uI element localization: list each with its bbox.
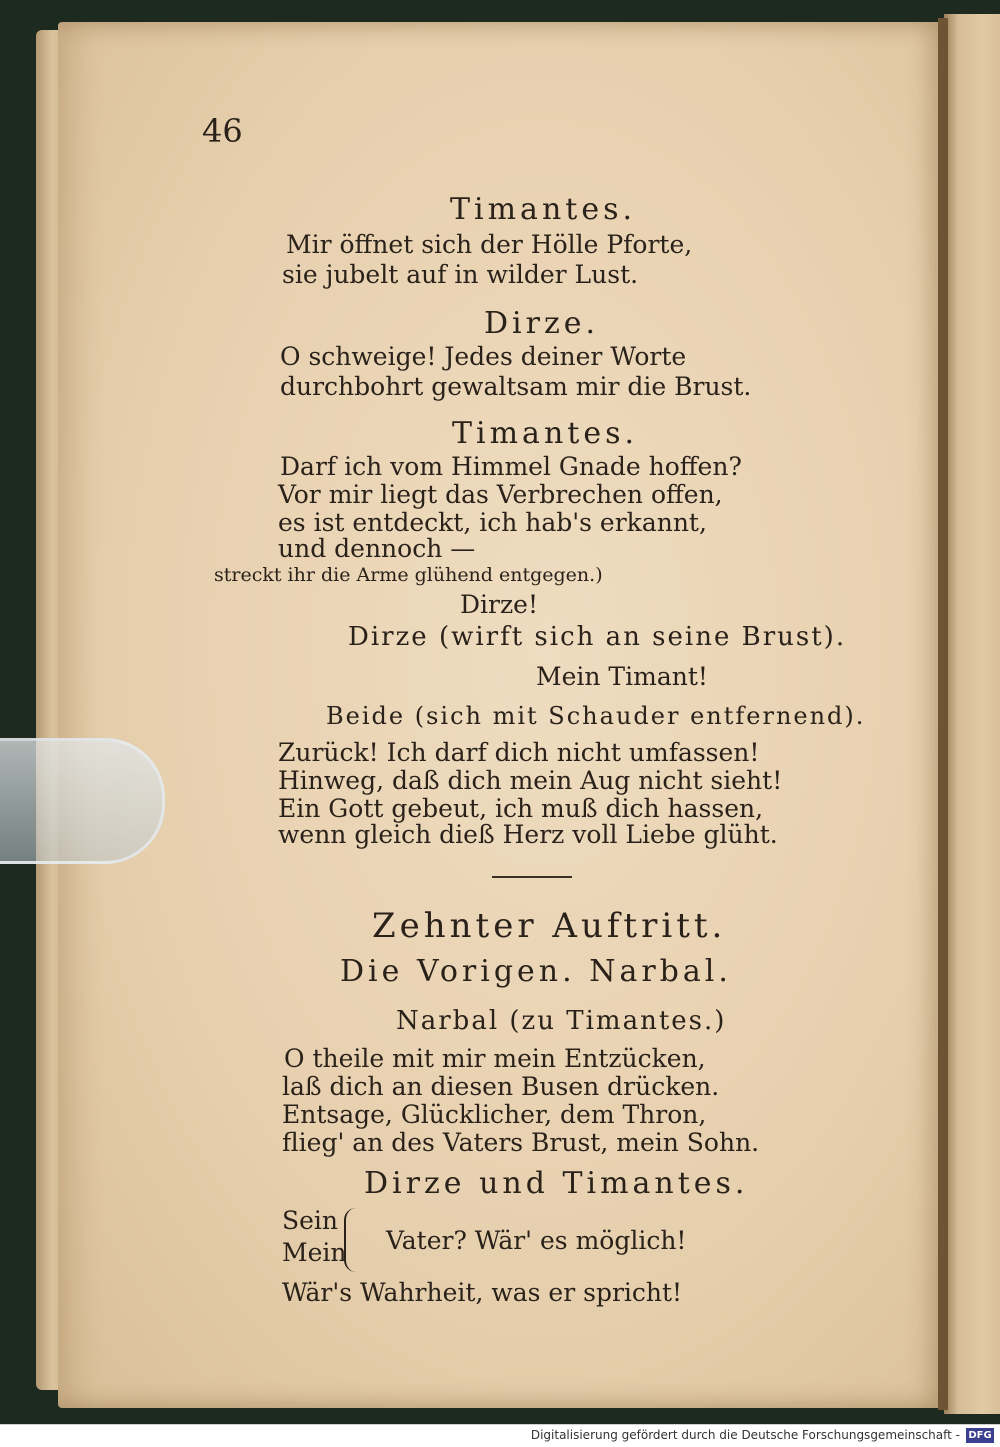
footer-bar — [0, 1424, 1000, 1447]
verse-line: Darf ich vom Himmel Gnade hoffen? — [280, 452, 742, 481]
verse-line: Sein — [282, 1206, 339, 1235]
verse-line: durchbohrt gewaltsam mir die Brust. — [280, 372, 752, 401]
verse-line: Vater? Wär' es möglich! — [386, 1226, 687, 1255]
verse-line: es ist entdeckt, ich hab's erkannt, — [278, 508, 707, 537]
verse-line: flieg' an des Vaters Brust, mein Sohn. — [282, 1128, 760, 1157]
funding-credit: Digitalisierung gefördert durch die Deutsche Forschungsgemeinschaft - — [530, 1428, 960, 1442]
verse-line: Mein — [282, 1238, 347, 1267]
speaker-name: Timantes. — [450, 192, 636, 227]
verse-line: Entsage, Glücklicher, dem Thron, — [282, 1100, 707, 1129]
speaker-name: Dirze und Timantes. — [364, 1166, 749, 1201]
verse-line: Zurück! Ich darf dich nicht umfassen! — [278, 738, 760, 767]
page-number: 46 — [202, 112, 243, 150]
verse-line: und dennoch — — [278, 534, 476, 563]
speaker-name: Beide (sich mit Schauder entfernend). — [326, 702, 866, 730]
verse-line: Mein Timant! — [536, 662, 708, 691]
verse-line: O schweige! Jedes deiner Worte — [280, 342, 687, 371]
speaker-name: Timantes. — [452, 416, 638, 451]
verse-line: O theile mit mir mein Entzücken, — [284, 1044, 706, 1073]
verse-line: Hinweg, daß dich mein Aug nicht sieht! — [278, 766, 783, 795]
verse-line: laß dich an diesen Busen drücken. — [282, 1072, 720, 1101]
verse-line: Dirze! — [460, 590, 539, 619]
verse-line: Mir öffnet sich der Hölle Pforte, — [286, 230, 693, 259]
verse-line: wenn gleich dieß Herz voll Liebe glüht. — [278, 820, 778, 849]
dfg-logo: DFG — [966, 1428, 994, 1443]
speaker-name: Dirze (wirft sich an seine Brust). — [348, 622, 847, 652]
verse-line: Ein Gott gebeut, ich muß dich hassen, — [278, 794, 764, 823]
speaker-name: Die Vorigen. Narbal. — [340, 954, 732, 989]
section-divider — [492, 876, 572, 878]
speaker-name: Dirze. — [484, 306, 600, 341]
stage-direction: streckt ihr die Arme glühend entgegen.) — [214, 564, 603, 586]
verse-line: Vor mir liegt das Verbrechen offen, — [278, 480, 723, 509]
verse-line: Wär's Wahrheit, was er spricht! — [282, 1278, 683, 1307]
speaker-name: Narbal (zu Timantes.) — [396, 1006, 727, 1036]
verse-line: sie jubelt auf in wilder Lust. — [282, 260, 639, 289]
scene-heading: Zehnter Auftritt. — [372, 906, 727, 946]
